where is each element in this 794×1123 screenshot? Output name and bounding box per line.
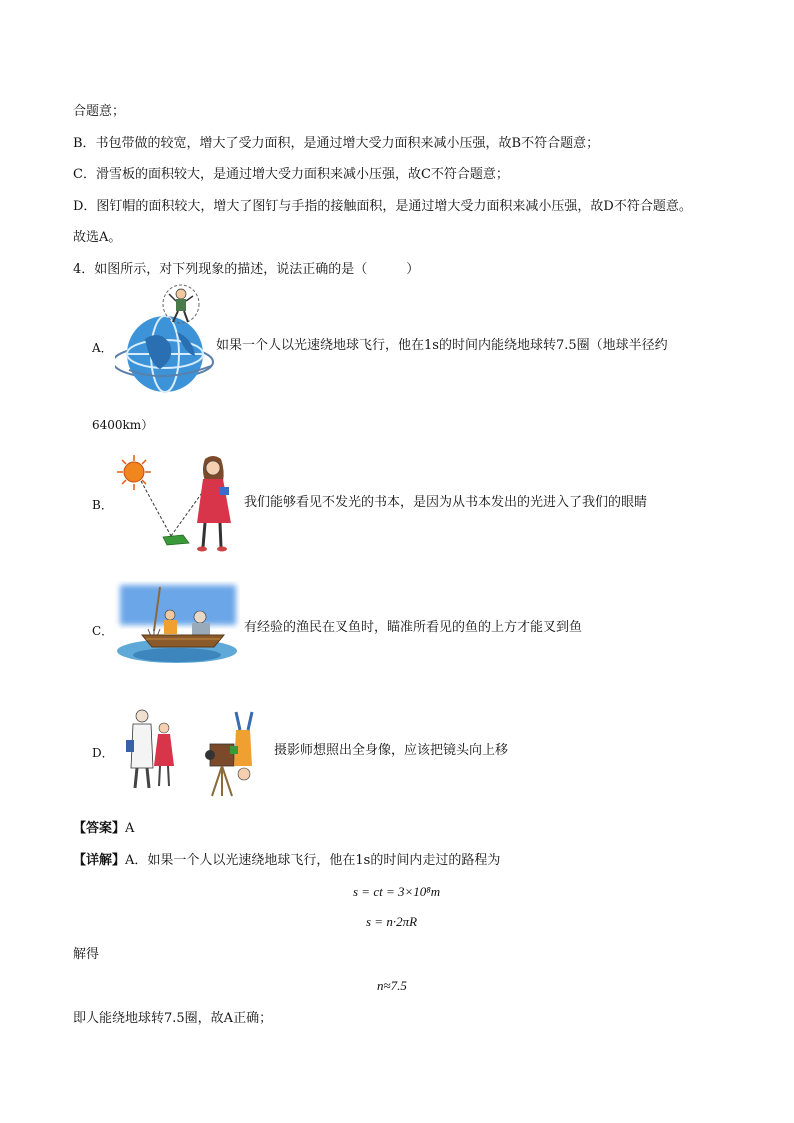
text-line: 故选A。 xyxy=(73,230,122,245)
explanation-text: A．如果一个人以光速绕地球飞行，他在1s的时间内走过的路程为 xyxy=(125,853,501,868)
sun-book-girl-figure xyxy=(115,451,240,556)
option-c-text: 有经验的渔民在叉鱼时，瞄准所看见的鱼的上方才能叉到鱼 xyxy=(244,620,583,635)
option-b-letter: B． xyxy=(92,498,113,512)
text-line: B．书包带做的较宽，增大了受力面积，是通过增大受力面积来减小压强，故B不符合题意； xyxy=(73,136,600,151)
explanation-line xyxy=(73,852,500,870)
earth-runner-figure xyxy=(115,284,215,399)
equation-result: n≈7.5 xyxy=(377,978,407,993)
answer-line xyxy=(73,820,134,838)
option-a-letter: A． xyxy=(92,341,113,355)
text-line: D．图钉帽的面积较大，增大了图钉与手指的接触面积，是通过增大受力面积来减小压强，故D不符合题意。 xyxy=(73,199,692,214)
option-b-text: 我们能够看见不发光的书本，是因为从书本发出的光进入了我们的眼睛 xyxy=(244,495,648,510)
conclusion-line: 即人能绕地球转7.5圈，故A正确； xyxy=(73,1011,273,1026)
solve-label: 解得 xyxy=(73,947,100,962)
question-stem: 4．如图所示，对下列现象的描述，说法正确的是（ ） xyxy=(73,262,420,277)
text-line: 合题意； xyxy=(73,104,126,119)
option-d-letter: D． xyxy=(92,746,114,760)
photographer-figure xyxy=(118,706,268,800)
explanation-label: 【详解】 xyxy=(73,853,126,868)
answer-value: A xyxy=(125,821,135,836)
option-d-text: 摄影师想照出全身像，应该把镜头向上移 xyxy=(274,743,509,758)
equation-laps: s = n·2πR xyxy=(366,914,418,929)
answer-label: 【答案】 xyxy=(73,821,126,836)
text-line: C．滑雪板的面积较大，是通过增大受力面积来减小压强，故C不符合题意； xyxy=(73,167,509,182)
option-a-text-continued: 6400km） xyxy=(92,418,154,432)
option-a-text: 如果一个人以光速绕地球飞行，他在1s的时间内能绕地球转7.5圈（地球半径约 xyxy=(216,338,668,353)
option-c-letter: C． xyxy=(92,624,114,638)
fishermen-boat-figure xyxy=(114,581,240,667)
equation-distance: s = ct = 3×10⁸m xyxy=(353,884,441,899)
